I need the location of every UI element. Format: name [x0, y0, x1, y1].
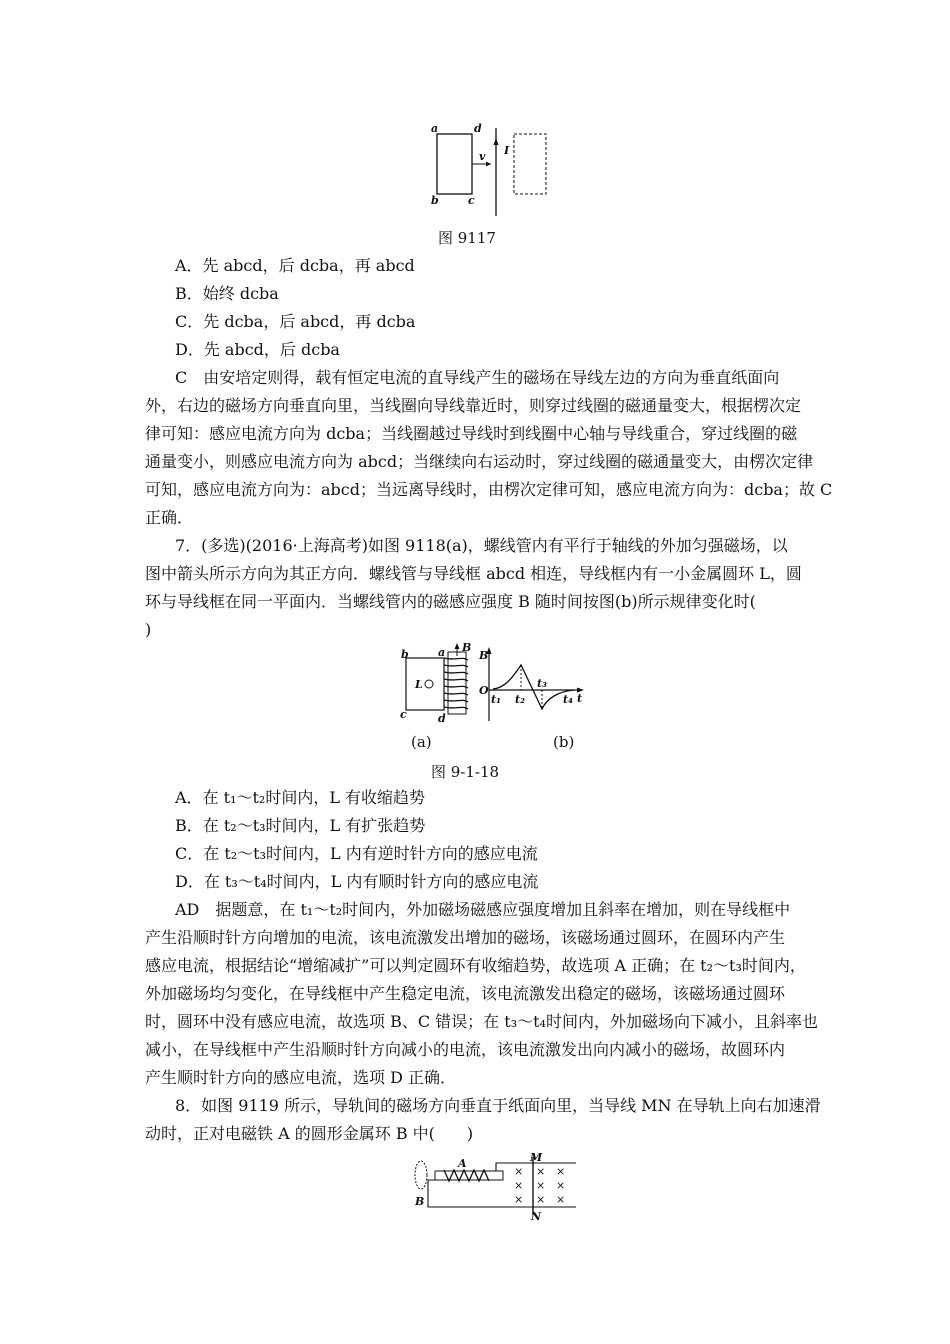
label-a: a: [431, 122, 439, 135]
figure-9119: [408, 1153, 578, 1221]
field-direction-arrow: [455, 643, 460, 649]
label-b: b: [401, 648, 409, 661]
q6-answer-line: 律可知：感应电流方向为 dcba；当线圈越过导线时到线圈中心轴与导线重合，穿过线圈的磁: [145, 424, 798, 443]
metal-ring-L: [425, 680, 433, 688]
figure-9118b: [475, 645, 590, 725]
label-B-solenoid: B: [462, 642, 472, 654]
loop-abcd: [437, 134, 472, 194]
svg-text:×: ×: [536, 1193, 546, 1206]
dashed-loop-position: [514, 134, 546, 194]
q6-option-a: A．先 abcd，后 dcba，再 abcd: [175, 256, 415, 275]
svg-text:×: ×: [514, 1179, 524, 1192]
svg-text:×: ×: [514, 1165, 524, 1178]
tick-t1: t₁: [491, 693, 501, 706]
svg-text:×: ×: [556, 1179, 566, 1192]
svg-text:×: ×: [556, 1193, 566, 1206]
q6-answer-line: 可知，感应电流方向为：abcd；当远离导线时，由楞次定律可知，感应电流方向为：dcba；故 C: [145, 480, 833, 499]
rail-bottom: [428, 1180, 576, 1207]
label-L: L: [415, 678, 423, 691]
label-d: d: [474, 122, 482, 135]
q8-question-line: 8．如图 9119 所示，导轨间的磁场方向垂直于纸面向里，当导线 MN 在导轨上向右加速滑: [175, 1096, 821, 1115]
svg-text:×: ×: [536, 1179, 546, 1192]
label-M: M: [530, 1153, 543, 1164]
figure-caption-9117: 图 9117: [438, 229, 496, 247]
tick-t3: t₃: [537, 677, 547, 690]
q6-answer-line: 通量变小，则感应电流方向为 abcd；当继续向右运动时，穿过线圈的磁通量变大，由楞次定律: [145, 452, 814, 471]
q6-option-d: D．先 abcd，后 dcba: [175, 340, 340, 359]
figure-9118a: [395, 642, 480, 724]
q7-question-line: 7．(多选)(2016·上海高考)如图 9118(a)，螺线管内有平行于轴线的外加匀强磁场，以: [175, 536, 788, 555]
magnetic-field-into-page: [514, 1165, 565, 1206]
q7-question-line: ): [145, 620, 152, 639]
electromagnet-coil: [444, 1170, 489, 1181]
label-B: B: [415, 1195, 425, 1208]
label-I: I: [504, 144, 510, 157]
label-a: a: [438, 646, 446, 659]
q6-option-b: B．始终 dcba: [175, 284, 279, 303]
svg-text:×: ×: [536, 1165, 546, 1178]
q6-answer-line: C 由安培定则得，载有恒定电流的直导线产生的磁场在导线左边的方向为垂直纸面向: [175, 368, 780, 387]
subfigure-label-a: (a): [411, 733, 432, 751]
q7-answer-line: AD 据题意，在 t₁～t₂时间内，外加磁场磁感应强度增加且斜率在增加，则在导线框中: [175, 900, 791, 919]
q7-question-line: 图中箭头所示方向为其正方向．螺线管与导线框 abcd 相连，导线框内有一小金属圆环 L，圆: [145, 564, 802, 583]
q7-option-a: A．在 t₁～t₂时间内，L 有收缩趋势: [175, 788, 426, 807]
label-A: A: [458, 1157, 467, 1170]
q7-answer-line: 减小，在导线框中产生沿顺时针方向减小的电流，该电流激发出向内减小的磁场，故圆环内: [145, 1040, 786, 1059]
svg-text:×: ×: [514, 1193, 524, 1206]
q7-option-b: B．在 t₂～t₃时间内，L 有扩张趋势: [175, 816, 426, 835]
label-c: c: [400, 708, 407, 721]
q7-answer-line: 感应电流，根据结论“增缩减扩”可以判定圆环有收缩趋势，故选项 A 正确；在 t₂～t₃时间内，: [145, 956, 806, 975]
label-v: v: [479, 150, 486, 163]
q6-answer-line: 外，右边的磁场方向垂直向里，当线圈向导线靠近时，则穿过线圈的磁通量变大，根据楞次定: [145, 396, 802, 415]
label-d: d: [438, 712, 446, 724]
q7-answer-line: 外加磁场均匀变化，在导线框中产生稳定电流，该电流激发出稳定的磁场，该磁场通过圆环: [145, 984, 786, 1003]
label-b: b: [431, 194, 439, 207]
label-c: c: [468, 194, 475, 207]
tick-t4: t₄: [563, 693, 573, 706]
q7-option-d: D．在 t₃～t₄时间内，L 内有顺时针方向的感应电流: [175, 872, 539, 891]
q8-question-line: 动时，正对电磁铁 A 的圆形金属环 B 中( ): [145, 1124, 474, 1143]
q7-answer-line: 时，圆环中没有感应电流，故选项 B、C 错误；在 t₃～t₄时间内，外加磁场向下减小，且斜率也: [145, 1012, 818, 1031]
q6-answer-line: 正确．: [145, 508, 194, 527]
q7-answer-line: 产生顺时针方向的感应电流，选项 D 正确．: [145, 1068, 457, 1087]
tick-t2: t₂: [515, 693, 525, 706]
subfigure-label-b: (b): [553, 733, 575, 751]
solenoid-body: [448, 652, 466, 714]
axis-label-t: t: [577, 692, 583, 705]
figure-caption-9118: 图 9-1-18: [431, 763, 500, 781]
q7-question-line: 环与导线框在同一平面内．当螺线管内的磁感应强度 B 随时间按图(b)所示规律变化时(: [145, 592, 756, 611]
q7-option-c: C．在 t₂～t₃时间内，L 内有逆时针方向的感应电流: [175, 844, 538, 863]
label-N: N: [531, 1210, 542, 1221]
svg-text:×: ×: [556, 1165, 566, 1178]
q7-answer-line: 产生沿顺时针方向增加的电流，该电流激发出增加的磁场，该磁场通过圆环，在圆环内产生: [145, 928, 786, 947]
origin-O: O: [479, 684, 489, 697]
figure-9117: [425, 120, 560, 220]
q6-option-c: C．先 dcba，后 abcd，再 dcba: [175, 312, 416, 331]
axis-label-B: B: [479, 649, 489, 662]
metal-ring-B: [415, 1161, 427, 1189]
